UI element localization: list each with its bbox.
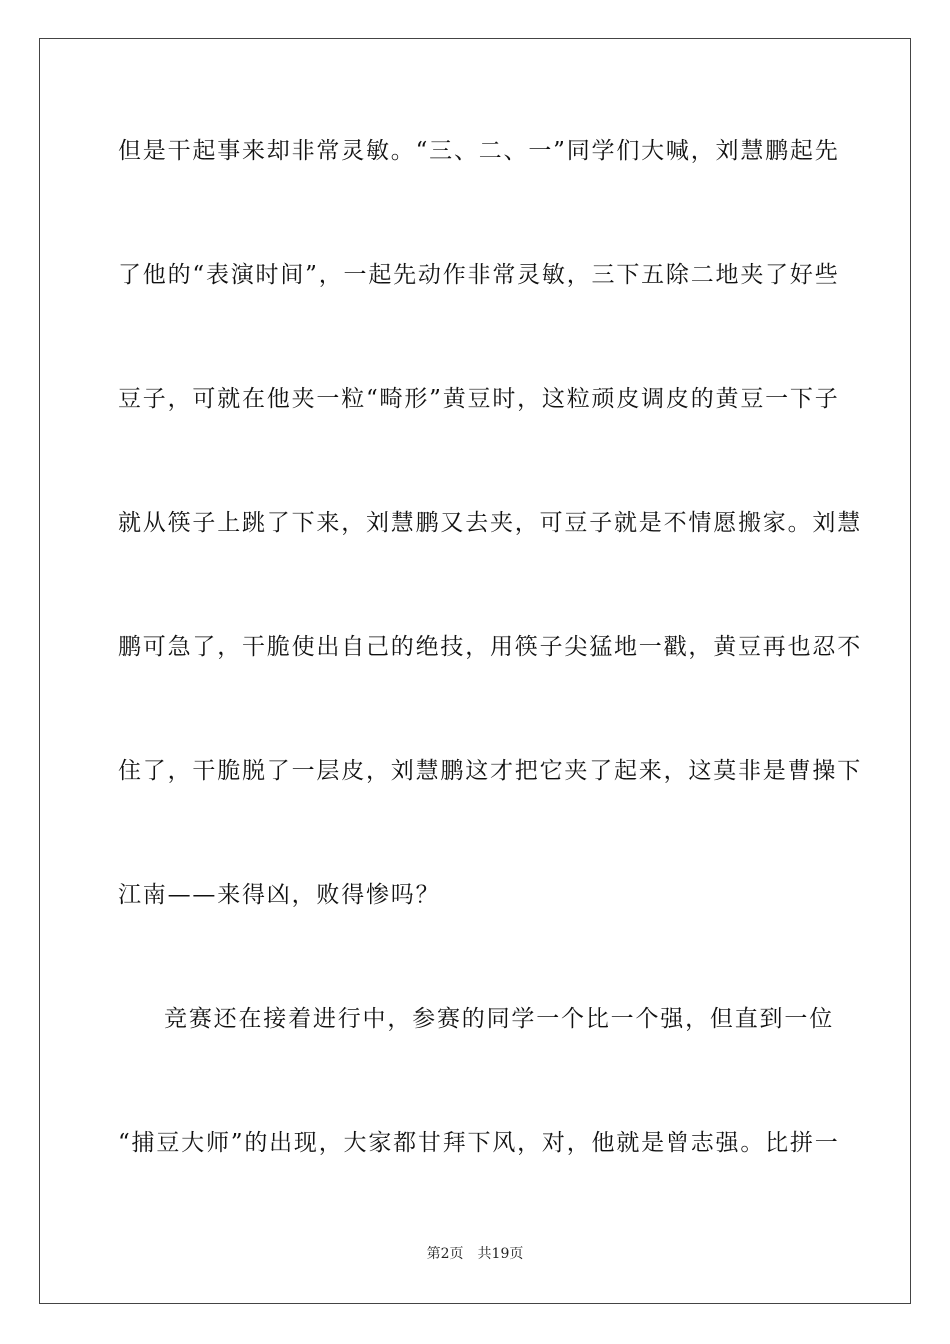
paragraph-line: 了他的“表演时间”，一起先动作非常灵敏，三下五除二地夹了好些 bbox=[118, 262, 840, 288]
paragraph-line: 住了，干脆脱了一层皮，刘慧鹏这才把它夹了起来，这莫非是曹操下 bbox=[118, 758, 862, 784]
paragraph-line: “捕豆大师”的出现，大家都甘拜下风，对，他就是曾志强。比拼一 bbox=[118, 1130, 840, 1156]
paragraph-line: 竞赛还在接着进行中，参赛的同学一个比一个强，但直到一位 bbox=[164, 1006, 834, 1032]
page-footer bbox=[0, 1244, 950, 1264]
paragraph-line: 就从筷子上跳了下来，刘慧鹏又去夹，可豆子就是不情愿搬家。刘慧 bbox=[118, 510, 862, 536]
paragraph-line: 但是干起事来却非常灵敏。“三、二、一”同学们大喊，刘慧鹏起先 bbox=[118, 138, 840, 164]
total-pages: 共19页 bbox=[477, 1246, 524, 1262]
paragraph-line: 江南——来得凶，败得惨吗？ bbox=[118, 882, 441, 908]
document-body bbox=[118, 126, 862, 1242]
paragraph-line: 鹏可急了，干脆使出自己的绝技，用筷子尖猛地一戳，黄豆再也忍不 bbox=[118, 634, 862, 660]
page-number: 第2页 bbox=[426, 1246, 464, 1262]
paragraph-line: 豆子，可就在他夹一粒“畸形”黄豆时，这粒顽皮调皮的黄豆一下子 bbox=[118, 386, 840, 412]
